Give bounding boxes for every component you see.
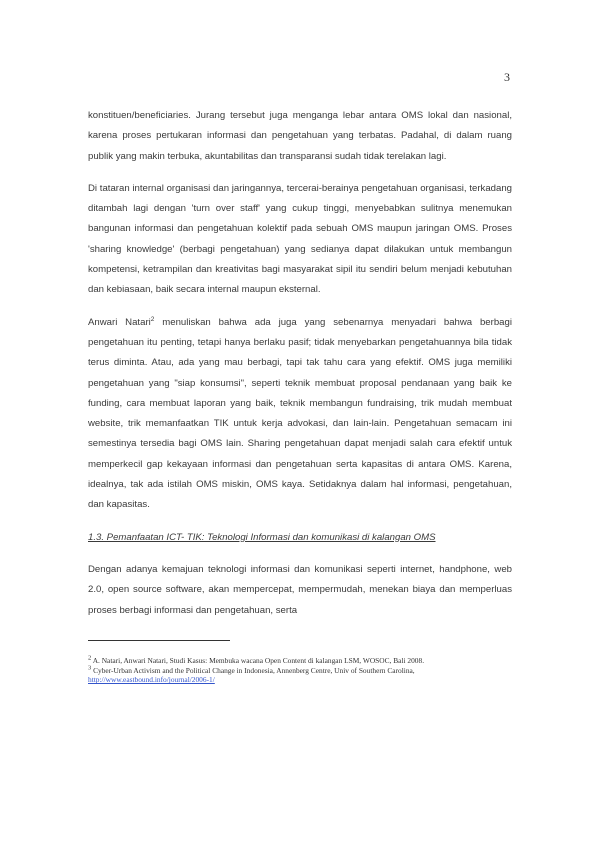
- page-number: 3: [504, 70, 510, 84]
- footnote-number: 2: [88, 654, 92, 662]
- footnote-ref[interactable]: 2: [150, 315, 155, 323]
- footnote-number: 3: [88, 664, 92, 672]
- footnote: [88, 656, 512, 666]
- footnote-link[interactable]: http://www.eastbound.info/journal/2006-1/: [88, 675, 215, 685]
- section-heading: 1.3. Pemanfaatan ICT- TIK: Teknologi Informasi dan komunikasi di kalangan OMS: [88, 531, 436, 543]
- author-name: Anwari Natari: [88, 316, 151, 328]
- footnotes: [88, 656, 512, 685]
- footnote-divider: [88, 640, 230, 641]
- paragraph: Dengan adanya kemajuan teknologi informasi dan komunikasi seperti internet, handphone, web 2.0, open source software, akan mempercepat, mempermudah, menekan biaya dan memperluas proses berbagi informasi dan pengetahuan, serta: [88, 563, 512, 616]
- paragraph: konstituen/beneficiaries. Jurang tersebut juga menganga lebar antara OMS lokal dan nasional, karena proses pertukaran informasi dan pengetahuan yang terbatas. Padahal, di dalam ruang publik yang makin terbuka, akuntabilitas dan transparansi sudah tidak terelakan lagi.: [88, 110, 512, 162]
- footnote-text: A. Natari, Anwari Natari, Studi Kasus: Membuka wacana Open Content di kalangan LSM, WOSOC, Bali 2008.: [91, 656, 425, 665]
- paragraph: [88, 313, 512, 516]
- footnote: [88, 666, 512, 685]
- footnote-text: Cyber-Urban Activism and the Political Change in Indonesia, Annenberg Centre, Univ of Southern Carolina,: [91, 665, 415, 675]
- document-body: [88, 106, 512, 621]
- paragraph-text: menuliskan bahwa ada juga yang sebenarnya menyadari bahwa berbagi pengetahuan itu penting, tetapi hanya berlaku pasif; tidak menyebarkan pengetahuannya bila tidak terus diminta. Atau, ada yang mau berbagi, tapi tak tahu cara yang efektif. OMS juga memiliki pengetahuan yang "siap konsumsi", seperti teknik membuat proposal pendanaan yang baik ke funding, cara membuat laporan yang baik, teknik membangun fundraising, trik mudah membuat website, trik memanfaatkan TIK untuk kerja advokasi, dan lain-lain. Pengetahuan semacam ini semestinya tersedia bagi OMS lain. Sharing pengetahuan dapat menjadi salah cara efektif untuk memperkecil gap kekayaan informasi dan pengetahuan serta kapasitas di antara OMS. Karena, idealnya, tak ada istilah OMS miskin, OMS kaya. Setidaknya dalam hal informasi, pengetahuan, dan kapasitas.: [88, 316, 512, 511]
- paragraph: Di tataran internal organisasi dan jaringannya, tercerai-berainya pengetahuan organisasi, terkadang ditambah lagi dengan 'turn over staff' yang cukup tinggi, menyebabkan sulitnya menemukan bangunan informasi dan pengetahuan kolektif pada sebuah OMS maupun jaringan OMS. Proses 'sharing knowledge' (berbagi pengetahuan) yang sedianya dapat dilakukan untuk membangun kompetensi, ketrampilan dan kreativitas bagi masyarakat sipil itu sendiri belum menjadi kebutuhan dan kebiasaan, baik secara internal maupun eksternal.: [88, 182, 512, 296]
